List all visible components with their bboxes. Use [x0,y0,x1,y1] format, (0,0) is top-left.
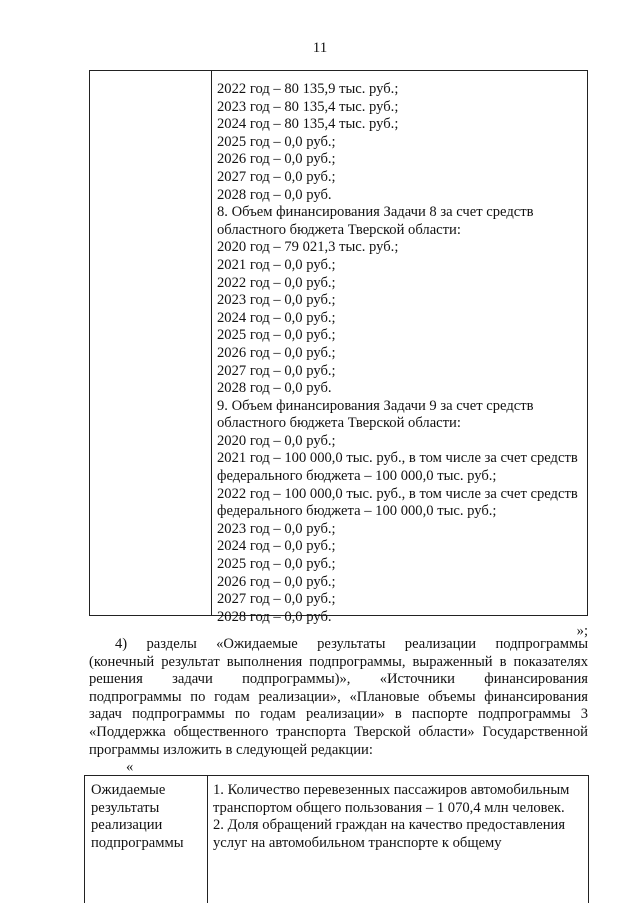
paragraph-line: (конечный результат выполнения подпрограммы, выраженный в показателях [89,653,588,670]
content-line: 1. Количество перевезенных пассажиров автомобильным [213,782,570,798]
amendment-paragraph [89,636,588,759]
table-column-divider [207,776,208,903]
financing-line: 2023 год – 0,0 руб.; [217,292,336,309]
financing-cell [217,81,587,626]
financing-line: 2025 год – 0,0 руб.; [217,133,336,150]
paragraph-line: 4) разделы «Ожидаемые результаты реализации подпрограммы [115,636,588,652]
financing-line: 2022 год – 80 135,9 тыс. руб.; [217,81,399,97]
closing-quote: »; [576,623,588,639]
financing-line: областного бюджета Тверской области: [217,415,461,432]
financing-line: 2022 год – 0,0 руб.; [217,274,336,291]
financing-line: 2022 год – 100 000,0 тыс. руб., в том числе за счет средств [217,485,578,502]
paragraph-line: «Поддержка общественного транспорта Тверской области» Государственной [89,723,588,740]
financing-line: 2026 год – 0,0 руб.; [217,344,336,361]
financing-line: 2021 год – 0,0 руб.; [217,256,336,273]
page-number: 11 [312,40,328,56]
financing-table [89,70,588,625]
content-line: транспортом общего пользования – 1 070,4 млн человек. [213,799,565,816]
paragraph-line: решения задачи подпрограммы)», «Источники финансирования [89,671,588,688]
paragraph-line: подпрограммы по годам реализации», «Плановые объемы финансирования [89,688,588,705]
paragraph-line: программы изложить в следующей редакции: [89,741,373,758]
opening-quote: « [126,759,134,775]
financing-line: 2027 год – 0,0 руб.; [217,168,336,185]
financing-line: 2027 год – 0,0 руб.; [217,362,336,379]
financing-line: федерального бюджета – 100 000,0 тыс. руб.; [217,468,497,485]
financing-line: областного бюджета Тверской области: [217,221,461,238]
financing-line: 2023 год – 80 135,4 тыс. руб.; [217,98,399,115]
financing-line: федерального бюджета – 100 000,0 тыс. руб.; [217,503,497,520]
content-line: услуг на автомобильном транспорте к общему [213,834,502,851]
financing-line: 8. Объем финансирования Задачи 8 за счет средств [217,204,534,221]
passport-table [84,775,589,903]
passport-content-cell [213,782,585,852]
financing-line: 9. Объем финансирования Задачи 9 за счет средств [217,397,534,414]
financing-line: 2027 год – 0,0 руб.; [217,591,336,608]
financing-line: 2020 год – 79 021,3 тыс. руб.; [217,239,399,256]
financing-line: 2024 год – 80 135,4 тыс. руб.; [217,116,399,133]
financing-line: 2024 год – 0,0 руб.; [217,538,336,555]
table-column-divider [211,71,212,615]
label-line: результаты [91,799,160,816]
content-line: 2. Доля обращений граждан на качество предоставления [213,817,566,834]
label-line: реализации [91,817,163,834]
financing-line: 2025 год – 0,0 руб.; [217,327,336,344]
financing-line: 2028 год – 0,0 руб. [217,608,332,625]
financing-line: 2020 год – 0,0 руб.; [217,432,336,449]
financing-line: 2026 год – 0,0 руб.; [217,151,336,168]
label-line: Ожидаемые [91,782,166,798]
passport-label-cell [91,782,203,852]
financing-line: 2026 год – 0,0 руб.; [217,573,336,590]
financing-line: 2025 год – 0,0 руб.; [217,556,336,573]
paragraph-line: задач подпрограммы по годам реализации» в паспорте подпрограммы 3 [89,706,588,723]
financing-line: 2028 год – 0,0 руб. [217,186,332,203]
label-line: подпрограммы [91,834,184,851]
financing-line: 2021 год – 100 000,0 тыс. руб., в том числе за счет средств [217,450,578,467]
financing-line: 2028 год – 0,0 руб. [217,380,332,397]
financing-line: 2023 год – 0,0 руб.; [217,520,336,537]
financing-line: 2024 год – 0,0 руб.; [217,309,336,326]
